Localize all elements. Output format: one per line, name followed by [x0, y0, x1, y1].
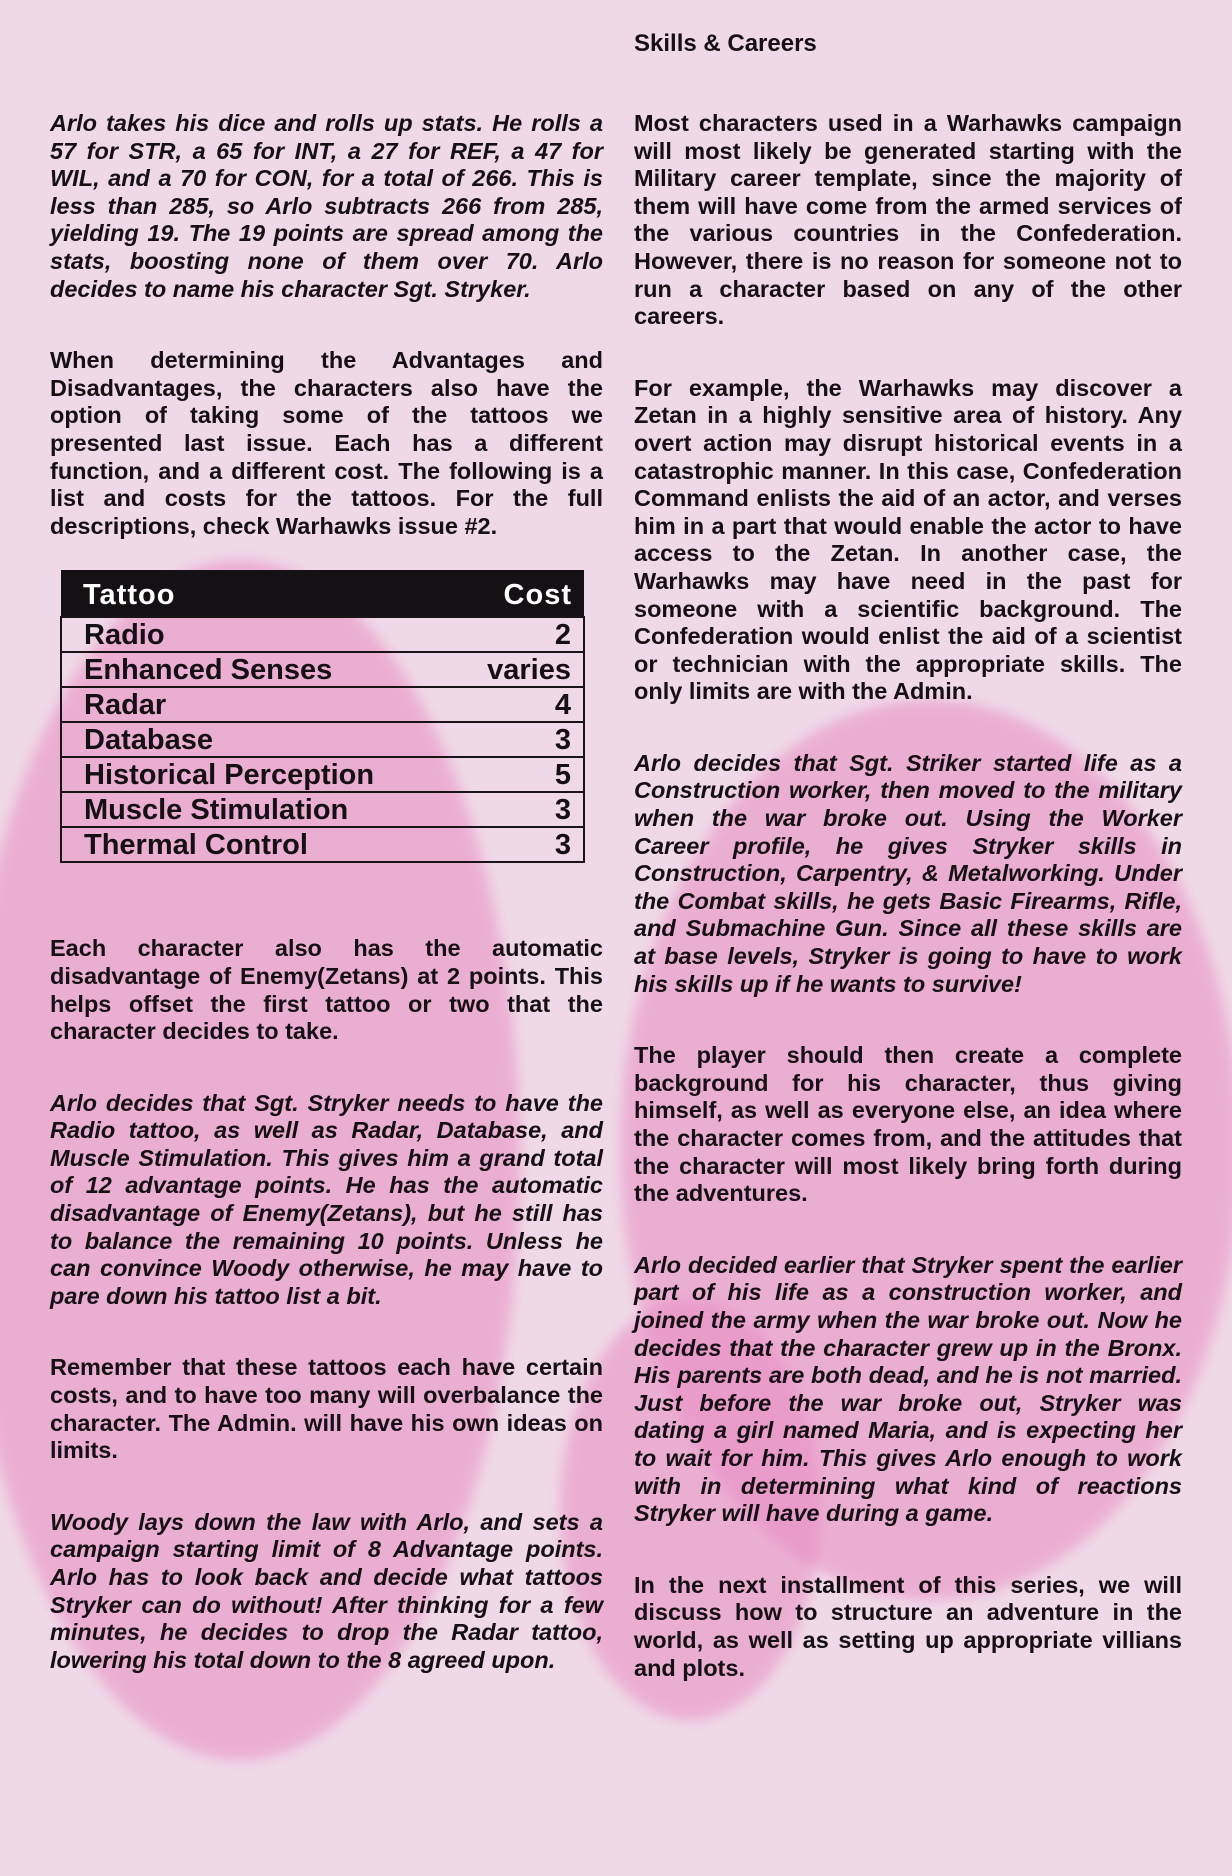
right-column: [634, 110, 1182, 1726]
paragraph-enemy-disadvantage: Each character also has the automatic disadvantage of Enemy(Zetans) at 2 points. This helps offset the first tattoo or two that the character decides to take.: [50, 935, 603, 1045]
tattoo-name: Database: [61, 722, 443, 757]
example-paragraph-stats: Arlo takes his dice and rolls up stats. He rolls a 57 for STR, a 65 for INT, a 27 for REF, a 47 for WIL, and a 70 for CON, for a total of 266. This is less than 285, so Arlo subtracts 266 from 285, yielding 19. The 19 points are spread among the stats, boosting none of them over 70. Arlo decides to name his character Sgt. Stryker.: [50, 110, 603, 302]
table-row: [61, 757, 584, 792]
section-title: Skills & Careers: [634, 30, 817, 57]
example-paragraph-background: Arlo decided earlier that Stryker spent the earlier part of his life as a construction worker, and joined the army when the war broke out. Now he decides that the character grew up in the Bronx. His parents are both dead, and he is not married. Just before the war broke out, Stryker was dating a girl named Maria, and is expecting her to wait for him. This gives Arlo enough to work with in determining what kind of reactions Stryker will have during a game.: [634, 1251, 1182, 1527]
tattoo-name: Radio: [61, 617, 443, 652]
tattoo-name: Thermal Control: [61, 827, 443, 862]
paragraph-career-example: For example, the Warhawks may discover a Zetan in a highly sensitive area of history. Any overt action may disrupt historical events in a catastrophic manner. In this case, Confederation Command enlists the aid of an actor, and verses him in a part that would enable the actor to have access to the Zetan. In another case, the Warhawks may have need in the past for someone with a scientific background. The Confederation would enlist the aid of a scientist or technician with the appropriate skills. The only limits are with the Admin.: [634, 374, 1182, 705]
tattoo-cost: 5: [443, 757, 584, 792]
example-paragraph-advantage-limit: Woody lays down the law with Arlo, and sets a campaign starting limit of 8 Advantage points. Arlo has to look back and decide what tattoos Stryker can do without! After thinking for a few minutes, he decides to drop the Radar tattoo, lowering his total down to the 8 agreed upon.: [50, 1508, 603, 1673]
paragraph-background: The player should then create a complete background for his character, thus giving himself, as well as everyone else, an idea where the character comes from, and the attitudes that the character will most likely bring forth during the adventures.: [634, 1042, 1182, 1207]
table-row: [61, 617, 584, 652]
table-row: [61, 792, 584, 827]
paragraph-career-templates: Most characters used in a Warhawks campaign will most likely be generated starting with the Military career template, since the majority of them will have come from the armed services of the various countries in the Confederation. However, there is no reason for someone not to run a character based on any of the other careers.: [634, 110, 1182, 330]
tattoo-name: Muscle Stimulation: [61, 792, 443, 827]
tattoo-cost: 2: [443, 617, 584, 652]
paragraph-tattoo-costs: Remember that these tattoos each have certain costs, and to have too many will overbalance the character. The Admin. will have his own ideas on limits.: [50, 1354, 603, 1464]
tattoo-cost-table: [60, 570, 585, 863]
tattoo-name: Radar: [61, 687, 443, 722]
left-column: [50, 110, 603, 1718]
table-header-row: [61, 570, 584, 617]
tattoo-cost: 3: [443, 792, 584, 827]
tattoo-cost: varies: [443, 652, 584, 687]
header-cost: Cost: [443, 570, 584, 617]
paragraph-next-installment: In the next installment of this series, we will discuss how to structure an adventure in the world, as well as setting up appropriate villians and plots.: [634, 1571, 1182, 1681]
table-row: [61, 652, 584, 687]
header-tattoo: Tattoo: [61, 570, 443, 617]
tattoo-cost: 3: [443, 827, 584, 862]
table-row: [61, 687, 584, 722]
example-paragraph-tattoo-choice: Arlo decides that Sgt. Stryker needs to have the Radio tattoo, as well as Radar, Database, and Muscle Stimulation. This gives him a grand total of 12 advantage points. He has the automatic disadvantage of Enemy(Zetans), but he still has to balance the remaining 10 points. Unless he can convince Woody otherwise, he may have to pare down his tattoo list a bit.: [50, 1089, 603, 1309]
example-paragraph-career: Arlo decides that Sgt. Striker started life as a Construction worker, then moved to the military when the war broke out. Using the Worker Career profile, he gives Stryker skills in Construction, Carpentry, & Metalworking. Under the Combat skills, he gets Basic Firearms, Rifle, and Submachine Gun. Since all these skills are at base levels, Stryker is going to have to work his skills up if he wants to survive!: [634, 749, 1182, 997]
tattoo-name: Enhanced Senses: [61, 652, 443, 687]
table-row: [61, 722, 584, 757]
table-row: [61, 827, 584, 862]
paragraph-advantages: When determining the Advantages and Disadvantages, the characters also have the option of taking some of the tattoos we presented last issue. Each has a different function, and a different cost. The following is a list and costs for the tattoos. For the full descriptions, check Warhawks issue #2.: [50, 347, 603, 539]
tattoo-cost: 4: [443, 687, 584, 722]
tattoo-cost: 3: [443, 722, 584, 757]
tattoo-name: Historical Perception: [61, 757, 443, 792]
